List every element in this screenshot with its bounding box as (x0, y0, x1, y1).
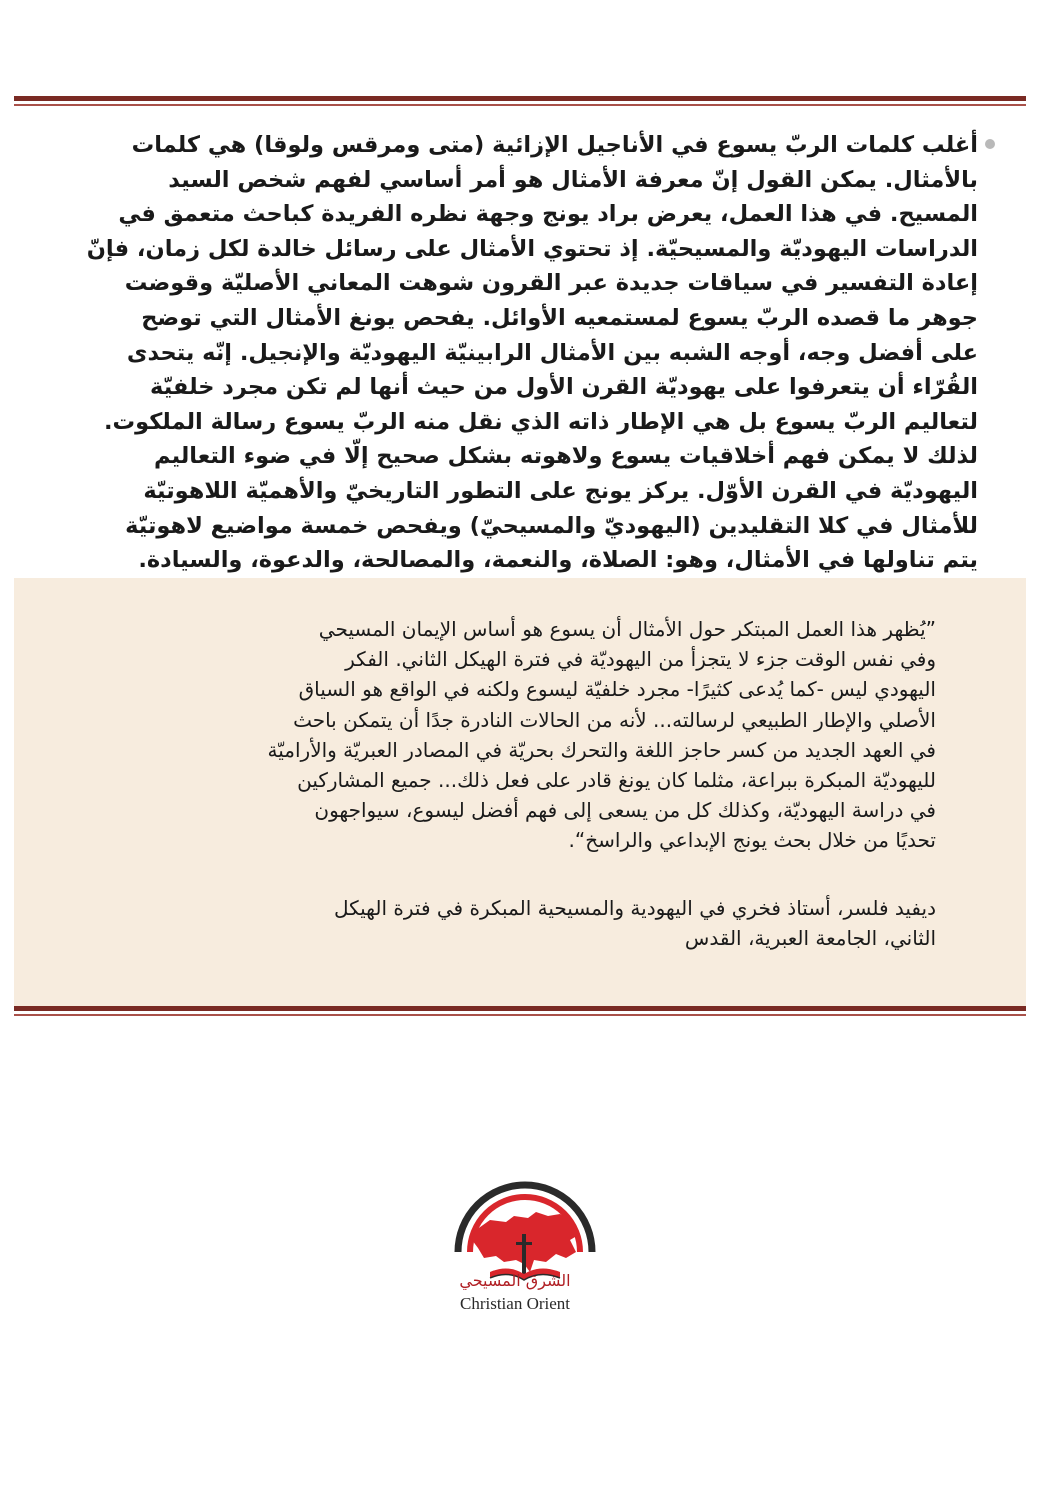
logo-cross-bar (516, 1242, 532, 1245)
back-cover-description: أغلب كلمات الربّ يسوع في الأناجيل الإزائية (متى ومرقس ولوقا) هي كلمات بالأمثال. يمكن القول إنّ معرفة الأمثال هو أمر أساسي لفهم شخص السيد المسيح. في هذا العمل، يعرض براد يونج وجهة نظره الفريدة كباحث متعمق في الدراسات اليهوديّة والمسيحيّة. إذ تحتوي الأمثال على رسائل خالدة لكل زمان، فإنّ إعادة التفسير في سياقات جديدة عبر القرون شوهت المعاني الأصليّة وقوضت جوهر ما قصده الربّ يسوع لمستمعيه الأوائل. يفحص يونغ الأمثال التي توضح على أفضل وجه، أوجه الشبه بين الأمثال الرابينيّة اليهوديّة والإنجيل. إنّه يتحدى القُرّاء أن يتعرفوا على يهوديّة القرن الأول من حيث أنها لم تكن مجرد خلفيّة لتعاليم الربّ يسوع بل هي الإطار ذاته الذي نقل منه الربّ يسوع رسالة الملكوت. لذلك لا يمكن فهم أخلاقيات يسوع ولاهوته بشكل صحيح إلّا في ضوء التعاليم اليهوديّة في القرن الأوّل. يركز يونج على التطور التاريخيّ والأهميّة اللاهوتيّة للأمثال في كلا التقليدين (اليهوديّ والمسيحيّ) ويفحص خمسة مواضيع لاهوتيّة يتم تناولها في الأمثال، وهو: الصلاة، والنعمة، والمصالحة، والدعوة، والسيادة. (86, 132, 978, 574)
endorsement-quote: ”يُظهر هذا العمل المبتكر حول الأمثال أن يسوع هو أساس الإيمان المسيحي وفي نفس الوقت جزء لا يتجزأ من اليهوديّة في فترة الهيكل الثاني. الفكر اليهودي ليس -كما يُدعى كثيرًا- مجرد خلفيّة ليسوع ولكنه في الواقع هو السياق الأصلي والإطار الطبيعي لرسالته... لأنه من الحالات النادرة جدًا أن يتمكن باحث في العهد الجديد من كسر حاجز اللغة والتحرك بحريّة في المصادر العبريّة والأراميّة لليهوديّة المبكرة ببراعة، مثلما كان يونغ قادر على فعل ذلك... جميع المشاركين في دراسة اليهوديّة، وكذلك كل من يسعى إلى فهم أفضل ليسوع، سيواجهون تحديًا من خلال بحث يونج الإبداعي والراسخ“. (267, 617, 936, 853)
quote-attribution: ديفيد فلسر، أستاذ فخري في اليهودية والمسيحية المبكرة في فترة الهيكل الثاني، الجامعة العبرية، القدس (333, 896, 936, 951)
bullet-dot (985, 139, 995, 149)
publisher-name-arabic: الشرق المسيحي (459, 1271, 571, 1290)
publisher-name-english: Christian Orient (459, 1294, 570, 1313)
top-divider (14, 96, 1026, 106)
bottom-divider (14, 1006, 1026, 1016)
